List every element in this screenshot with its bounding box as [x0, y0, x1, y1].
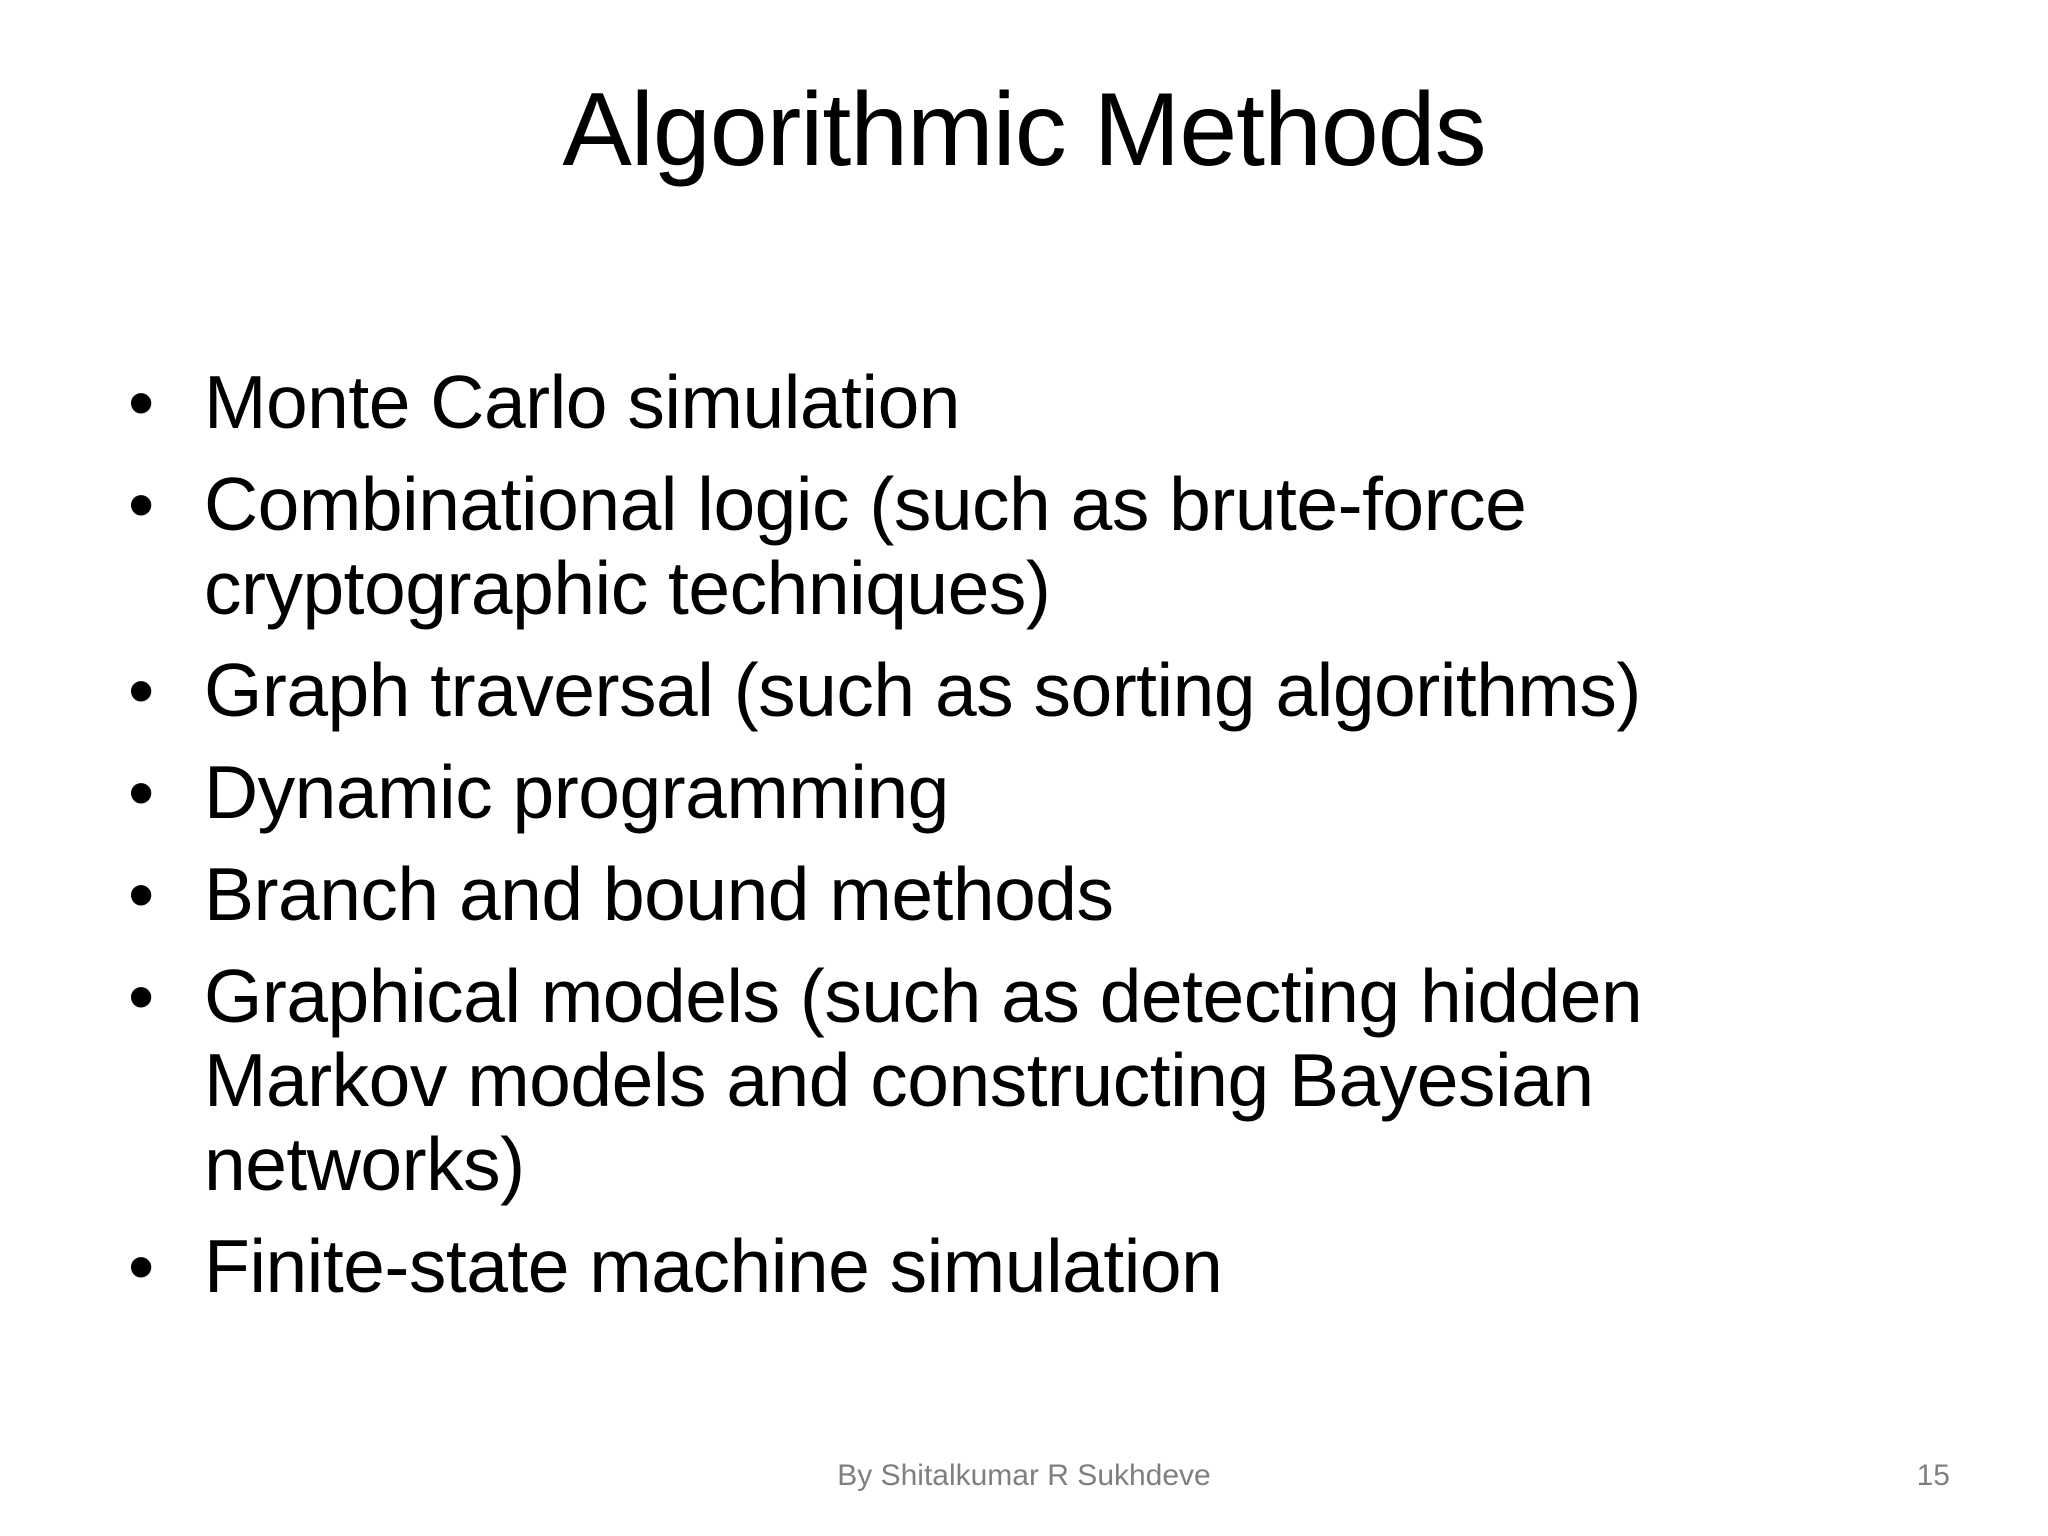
- bullet-icon: •: [128, 462, 154, 546]
- bullet-icon: •: [128, 750, 154, 834]
- bullet-text: Combinational logic (such as brute-force cryptographic techniques): [204, 462, 1527, 630]
- bullet-item: [120, 750, 1820, 834]
- slide-title: Algorithmic Methods: [562, 72, 1486, 188]
- bullet-text: Dynamic programming: [204, 750, 949, 834]
- bullet-icon: •: [128, 852, 154, 936]
- bullet-item: [120, 648, 1820, 732]
- bullet-item: [120, 360, 1820, 444]
- bullet-icon: •: [128, 954, 154, 1038]
- bullet-text: Branch and bound methods: [204, 852, 1114, 936]
- bullet-text: Graphical models (such as detecting hidden Markov models and constructing Bayesian networks): [204, 954, 1643, 1206]
- slide-page-number: 15: [1916, 1459, 1950, 1492]
- bullet-icon: •: [128, 648, 154, 732]
- bullet-text: Monte Carlo simulation: [204, 360, 960, 444]
- bullet-icon: •: [128, 1224, 154, 1308]
- bullet-text: Finite-state machine simulation: [204, 1224, 1223, 1308]
- bullet-icon: •: [128, 360, 154, 444]
- bullet-item: [120, 954, 1820, 1206]
- bullet-item: [120, 462, 1820, 630]
- bullet-text: Graph traversal (such as sorting algorithms): [204, 648, 1641, 732]
- footer-author: By Shitalkumar R Sukhdeve: [837, 1459, 1211, 1492]
- bullet-list: [120, 360, 1820, 1326]
- bullet-item: [120, 852, 1820, 936]
- bullet-item: [120, 1224, 1820, 1308]
